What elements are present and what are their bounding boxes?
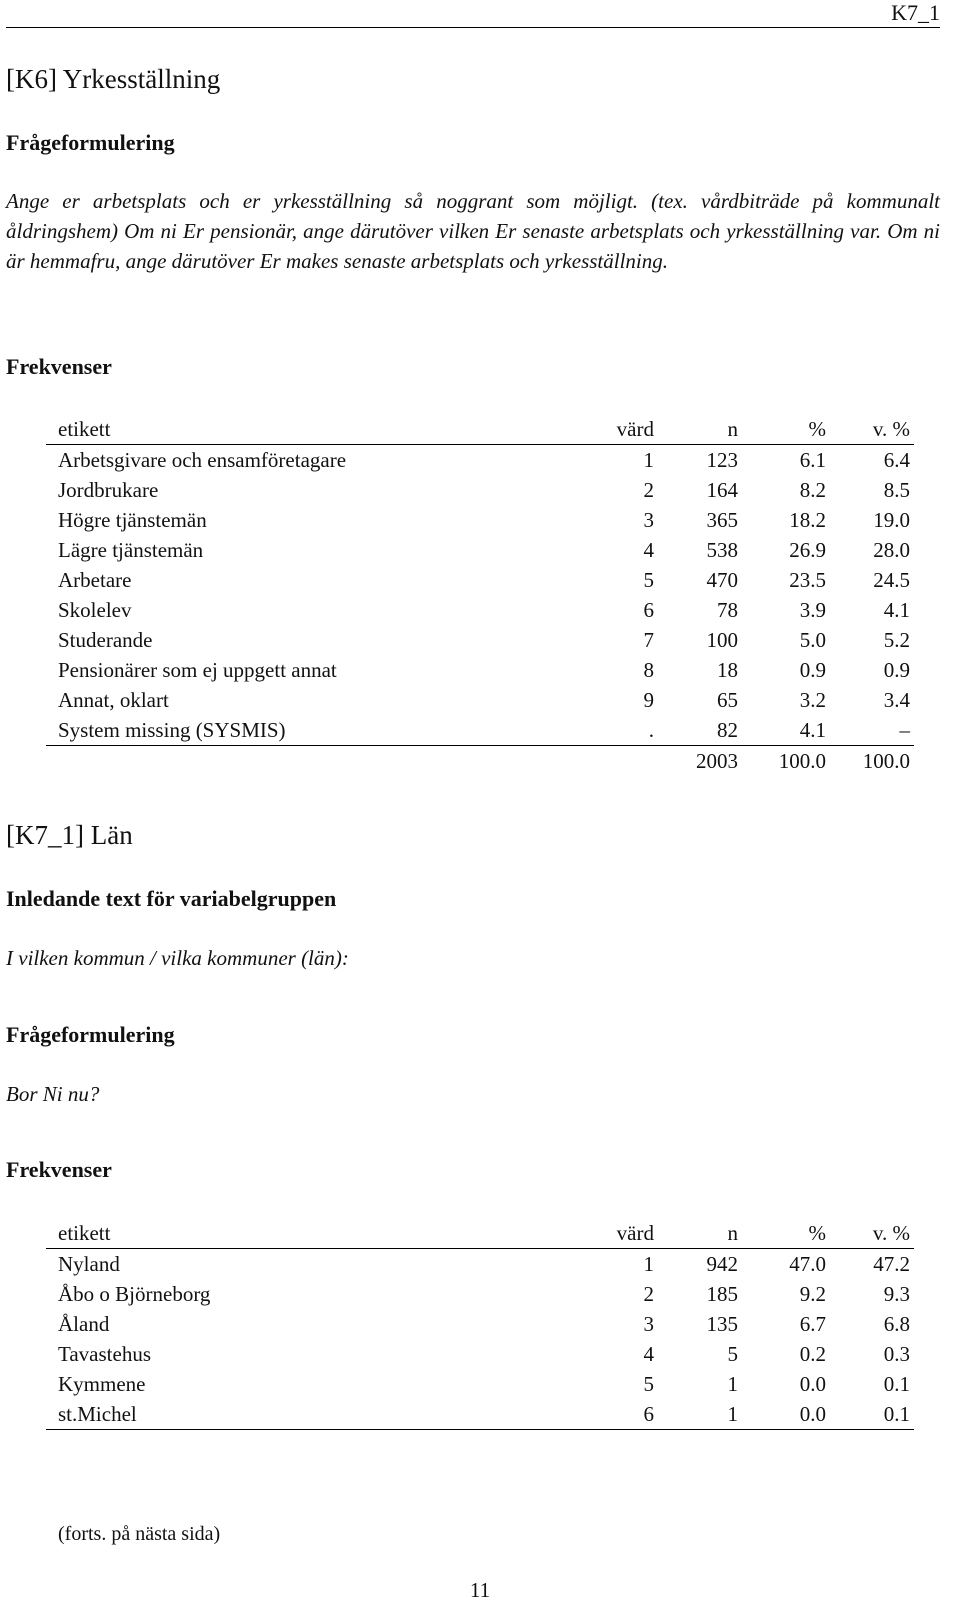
section-title-k6: [K6] Yrkesställning <box>6 64 221 94</box>
table-row <box>46 505 914 535</box>
row-pct: 0.0 <box>799 1371 826 1396</box>
col-header-vpct: v. % <box>872 416 910 441</box>
row-value: 3 <box>643 1311 654 1336</box>
page-number: 11 <box>469 1578 491 1602</box>
row-pct: 3.2 <box>799 687 826 712</box>
row-label: Åbo o Björneborg <box>58 1281 211 1306</box>
row-vpct: 28.0 <box>873 537 910 562</box>
table-row <box>46 625 914 655</box>
row-vpct: 0.1 <box>883 1401 910 1426</box>
row-vpct: – <box>899 717 910 742</box>
row-pct: 18.2 <box>789 507 826 532</box>
row-n: 5 <box>727 1341 738 1366</box>
row-pct: 3.9 <box>799 597 826 622</box>
row-value: 9 <box>643 687 654 712</box>
row-value: 4 <box>643 1341 654 1366</box>
row-label: Pensionärer som ej uppgett annat <box>58 657 337 682</box>
table-row <box>46 1339 914 1369</box>
row-label: System missing (SYSMIS) <box>58 717 286 742</box>
table-header-row <box>46 1218 914 1249</box>
table-row <box>46 655 914 685</box>
total-vpct: 100.0 <box>862 748 910 773</box>
col-header-label: etikett <box>58 1220 111 1245</box>
row-vpct: 47.2 <box>873 1251 910 1276</box>
row-vpct: 0.1 <box>883 1371 910 1396</box>
row-vpct: 24.5 <box>873 567 910 592</box>
row-value: 3 <box>643 507 654 532</box>
row-vpct: 8.5 <box>883 477 910 502</box>
row-vpct: 6.8 <box>883 1311 910 1336</box>
row-value: 5 <box>643 1371 654 1396</box>
col-header-n: n <box>727 1220 738 1245</box>
row-vpct: 9.3 <box>883 1281 910 1306</box>
total-n: 2003 <box>696 748 738 773</box>
col-header-pct: % <box>808 1220 826 1245</box>
row-pct: 0.9 <box>799 657 826 682</box>
frequency-table-k7 <box>46 1218 914 1430</box>
row-n: 82 <box>717 717 738 742</box>
row-pct: 47.0 <box>789 1251 826 1276</box>
row-value: . <box>648 717 654 742</box>
row-vpct: 3.4 <box>883 687 910 712</box>
row-label: Annat, oklart <box>58 687 169 712</box>
row-vpct: 4.1 <box>883 597 910 622</box>
table-header-row <box>46 414 914 445</box>
row-value: 7 <box>643 627 654 652</box>
question-heading-k6: Frågeformulering <box>6 130 175 155</box>
row-n: 100 <box>706 627 738 652</box>
table-row <box>46 475 914 505</box>
row-n: 365 <box>706 507 738 532</box>
table-row <box>46 1279 914 1309</box>
row-n: 135 <box>706 1311 738 1336</box>
row-pct: 23.5 <box>789 567 826 592</box>
row-pct: 9.2 <box>799 1281 826 1306</box>
table-row <box>46 445 914 476</box>
col-header-value: värd <box>616 1220 654 1245</box>
table-row <box>46 715 914 746</box>
row-n: 538 <box>706 537 738 562</box>
frequency-table-k6 <box>46 414 914 776</box>
total-pct: 100.0 <box>778 748 826 773</box>
freq-heading-k6: Frekvenser <box>6 354 112 379</box>
row-n: 164 <box>706 477 738 502</box>
row-label: Skolelev <box>58 597 132 622</box>
row-pct: 0.2 <box>799 1341 826 1366</box>
row-pct: 26.9 <box>789 537 826 562</box>
row-label: Åland <box>58 1311 110 1336</box>
table-row <box>46 1309 914 1339</box>
row-value: 2 <box>643 477 654 502</box>
row-value: 1 <box>643 1251 654 1276</box>
row-vpct: 0.9 <box>883 657 910 682</box>
row-value: 6 <box>643 1401 654 1426</box>
row-value: 4 <box>643 537 654 562</box>
row-label: Högre tjänstemän <box>58 507 207 532</box>
col-header-n: n <box>727 416 738 441</box>
table-total-row <box>46 746 914 777</box>
section-title-k7: [K7_1] Län <box>6 820 133 850</box>
table-row <box>46 565 914 595</box>
table-row <box>46 685 914 715</box>
question-heading-k7: Frågeformulering <box>6 1022 175 1047</box>
table-row <box>46 1369 914 1399</box>
running-head: K7_1 <box>891 0 940 25</box>
row-value: 1 <box>643 447 654 472</box>
row-value: 6 <box>643 597 654 622</box>
freq-heading-k7: Frekvenser <box>6 1157 112 1182</box>
row-n: 942 <box>706 1251 738 1276</box>
row-n: 1 <box>727 1401 738 1426</box>
col-header-vpct: v. % <box>872 1220 910 1245</box>
row-pct: 4.1 <box>799 717 826 742</box>
row-pct: 0.0 <box>799 1401 826 1426</box>
row-label: Arbetare <box>58 567 132 592</box>
row-label: Jordbrukare <box>58 477 159 502</box>
header-rule <box>6 27 940 28</box>
row-label: Studerande <box>58 627 153 652</box>
row-label: Nyland <box>58 1251 120 1276</box>
row-n: 78 <box>717 597 738 622</box>
question-text-k7: Bor Ni nu? <box>6 1082 100 1106</box>
row-n: 185 <box>706 1281 738 1306</box>
row-n: 65 <box>717 687 738 712</box>
row-pct: 8.2 <box>799 477 826 502</box>
table-row <box>46 535 914 565</box>
row-value: 5 <box>643 567 654 592</box>
continued-note: (forts. på nästa sida) <box>58 1523 221 1545</box>
row-n: 18 <box>717 657 738 682</box>
row-pct: 6.7 <box>799 1311 826 1336</box>
row-vpct: 6.4 <box>883 447 910 472</box>
row-label: Kymmene <box>58 1371 146 1396</box>
row-vpct: 19.0 <box>873 507 910 532</box>
col-header-value: värd <box>616 416 654 441</box>
table-row <box>46 595 914 625</box>
table-row <box>46 1399 914 1430</box>
row-label: Arbetsgivare och ensamföretagare <box>58 447 347 472</box>
question-text-k6: Ange er arbetsplats och er yrkesställning så noggrant som möjligt. (tex. vårdbiträde på kommunalt åldringshem) Om ni Er pensionär, ange därutöver vilken Er senaste arbetsplats och yrkesställning var. Om ni är hemmafru, ange därutöver Er makes senaste arbetsplats och yrkesställning. <box>6 189 940 273</box>
intro-heading-k7: Inledande text för variabelgruppen <box>6 886 337 911</box>
row-pct: 5.0 <box>799 627 826 652</box>
table-row <box>46 1249 914 1280</box>
row-vpct: 0.3 <box>883 1341 910 1366</box>
row-label: st.Michel <box>58 1401 137 1426</box>
row-pct: 6.1 <box>799 447 826 472</box>
row-label: Tavastehus <box>58 1341 152 1366</box>
row-n: 123 <box>706 447 738 472</box>
row-vpct: 5.2 <box>883 627 910 652</box>
row-value: 2 <box>643 1281 654 1306</box>
row-value: 8 <box>643 657 654 682</box>
row-label: Lägre tjänstemän <box>58 537 204 562</box>
col-header-label: etikett <box>58 416 111 441</box>
intro-text-k7: I vilken kommun / vilka kommuner (län): <box>6 946 349 970</box>
row-n: 470 <box>706 567 738 592</box>
row-n: 1 <box>727 1371 738 1396</box>
col-header-pct: % <box>808 416 826 441</box>
